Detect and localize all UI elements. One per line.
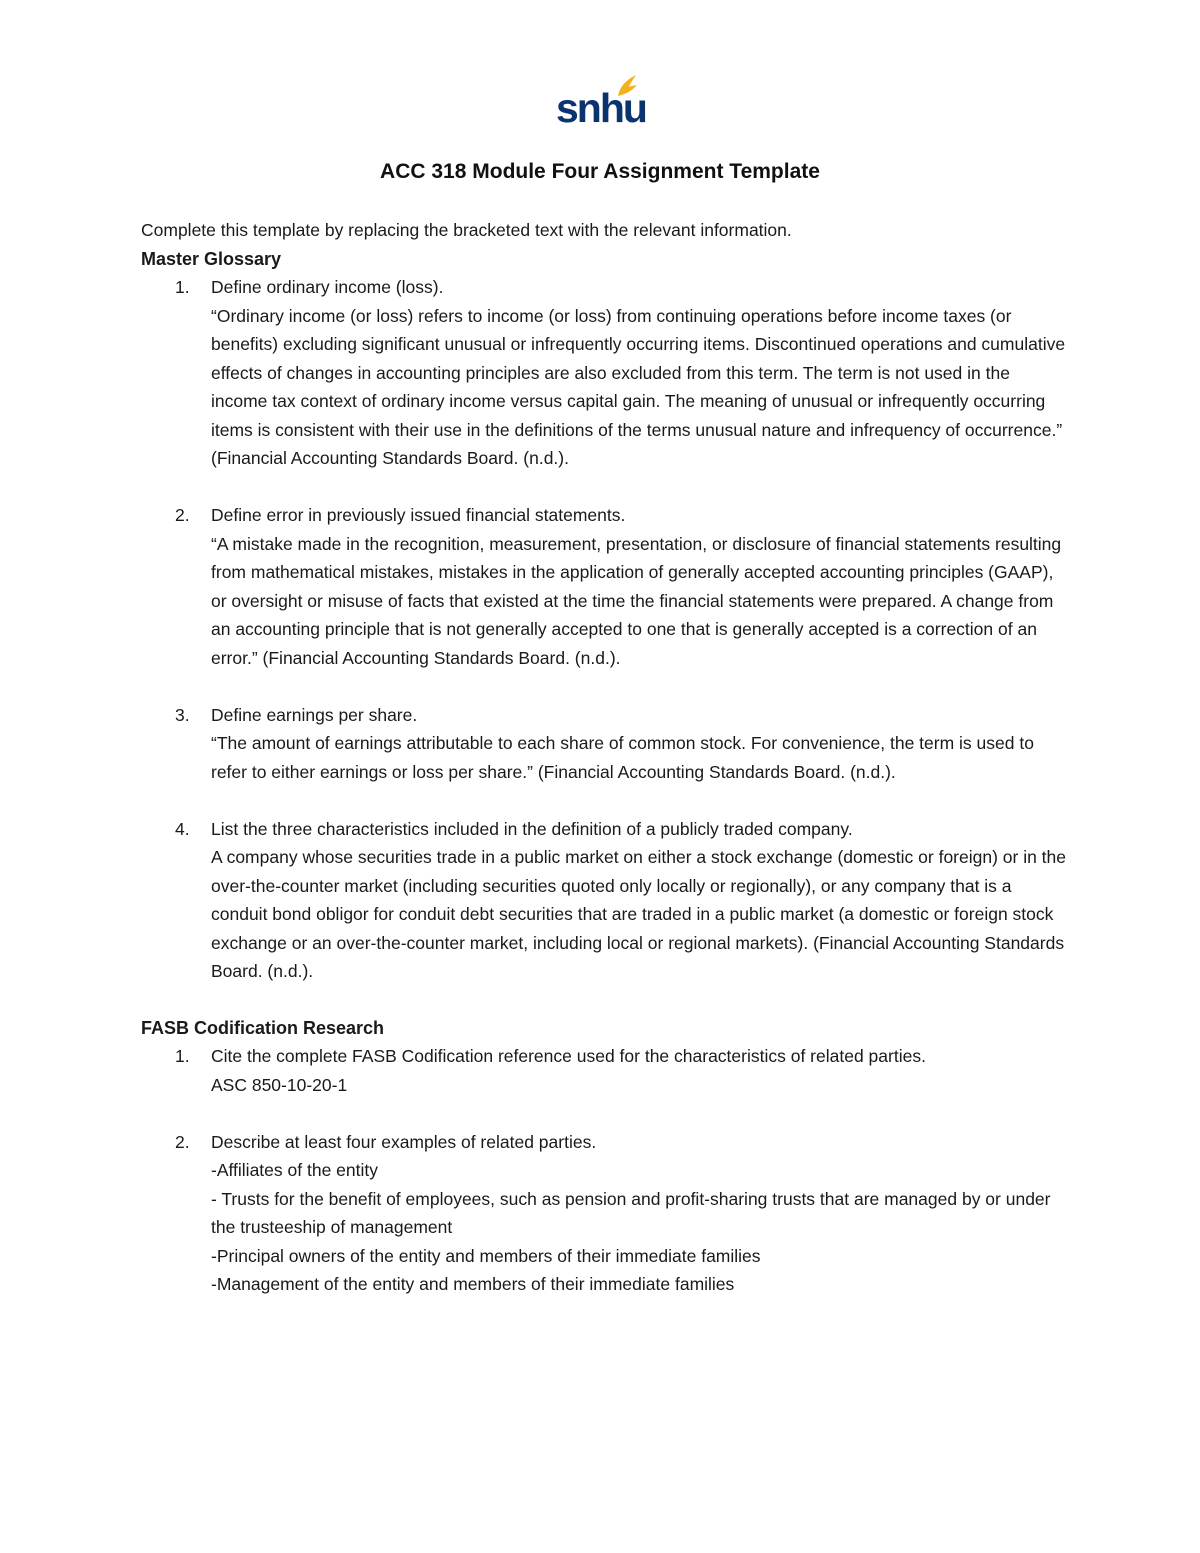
intro-text: Complete this template by replacing the bracketed text with the relevant information.: [141, 220, 792, 240]
related-party-example: - Trusts for the benefit of employees, such as pension and profit-sharing trusts that are managed by or under the trusteeship of management: [211, 1188, 1051, 1237]
list-item: [141, 1128, 1071, 1299]
related-party-example: -Management of the entity and members of their immediate families: [211, 1274, 735, 1294]
document-body: [141, 216, 1071, 1299]
list-item: [141, 701, 1071, 787]
snhu-logo: [556, 74, 646, 134]
answer-text: “The amount of earnings attributable to each share of common stock. For convenience, the term is used to refer to either earnings or loss per share.” (Financial Accounting Standards Board. (n.d.).: [211, 733, 1034, 782]
related-party-example: -Principal owners of the entity and members of their immediate families: [211, 1245, 761, 1266]
answer-text: “Ordinary income (or loss) refers to income (or loss) from continuing operations before income taxes (or benefits) excluding significant unusual or infrequently occurring items. Discontinued operations and cumulative effects of changes in accounting principles are also excluded from this term. The term is not used in the income tax context of ordinary income versus capital gain. The meaning of unusual or infrequently occurring items is consistent with their use in the definitions of the terms unusual nature and infrequency of occurrence.” (Financial Accounting Standards Board. (n.d.).: [211, 305, 1066, 468]
section-heading-master-glossary: Master Glossary: [141, 248, 282, 269]
item-number: 4.: [175, 818, 190, 839]
list-item: [141, 815, 1071, 986]
list-item: [141, 501, 1071, 672]
page-title: ACC 318 Module Four Assignment Template: [380, 160, 820, 183]
list-item: [141, 273, 1071, 473]
section-spacer: [141, 986, 1071, 1014]
question-text: Describe at least four examples of related parties.: [211, 1131, 597, 1152]
fasb-research-list: [141, 1042, 1071, 1299]
item-number: 3.: [175, 704, 190, 725]
answer-text: “A mistake made in the recognition, measurement, presentation, or disclosure of financial statements resulting from mathematical mistakes, mistakes in the application of generally accepted accounting principles (GAAP), or oversight or misuse of facts that existed at the time the financial statements were prepared. A change from an accounting principle that is not generally accepted to one that is generally accepted is a correction of an error.” (Financial Accounting Standards Board. (n.d.).: [211, 533, 1062, 668]
question-text: Define error in previously issued financial statements.: [211, 505, 626, 525]
section-heading-fasb-codification-research: FASB Codification Research: [141, 1017, 385, 1038]
item-number: 2.: [175, 1131, 190, 1152]
answer-text: A company whose securities trade in a public market on either a stock exchange (domestic or foreign) or in the over-the-counter market (including securities quoted only locally or regionally), or any company that is a conduit bond obligor for conduit debt securities that are traded in a public market (a domestic or foreign stock exchange or an over-the-counter market, including local or regional markets). (Financial Accounting Standards Board. (n.d.).: [211, 847, 1067, 981]
answer-text: ASC 850-10-20-1: [211, 1074, 348, 1095]
list-item: [141, 1042, 1071, 1099]
question-text: Define earnings per share.: [211, 704, 418, 725]
item-number: 1.: [175, 277, 190, 297]
item-number: 1.: [175, 1046, 190, 1066]
master-glossary-list: [141, 273, 1071, 986]
question-text: List the three characteristics included in the definition of a publicly traded company.: [211, 818, 853, 839]
related-party-example: -Affiliates of the entity: [211, 1160, 378, 1180]
question-text: Cite the complete FASB Codification reference used for the characteristics of related parties.: [211, 1046, 926, 1066]
logo-wordmark: snhu: [556, 85, 646, 131]
item-number: 2.: [175, 505, 190, 525]
question-text: Define ordinary income (loss).: [211, 277, 444, 297]
